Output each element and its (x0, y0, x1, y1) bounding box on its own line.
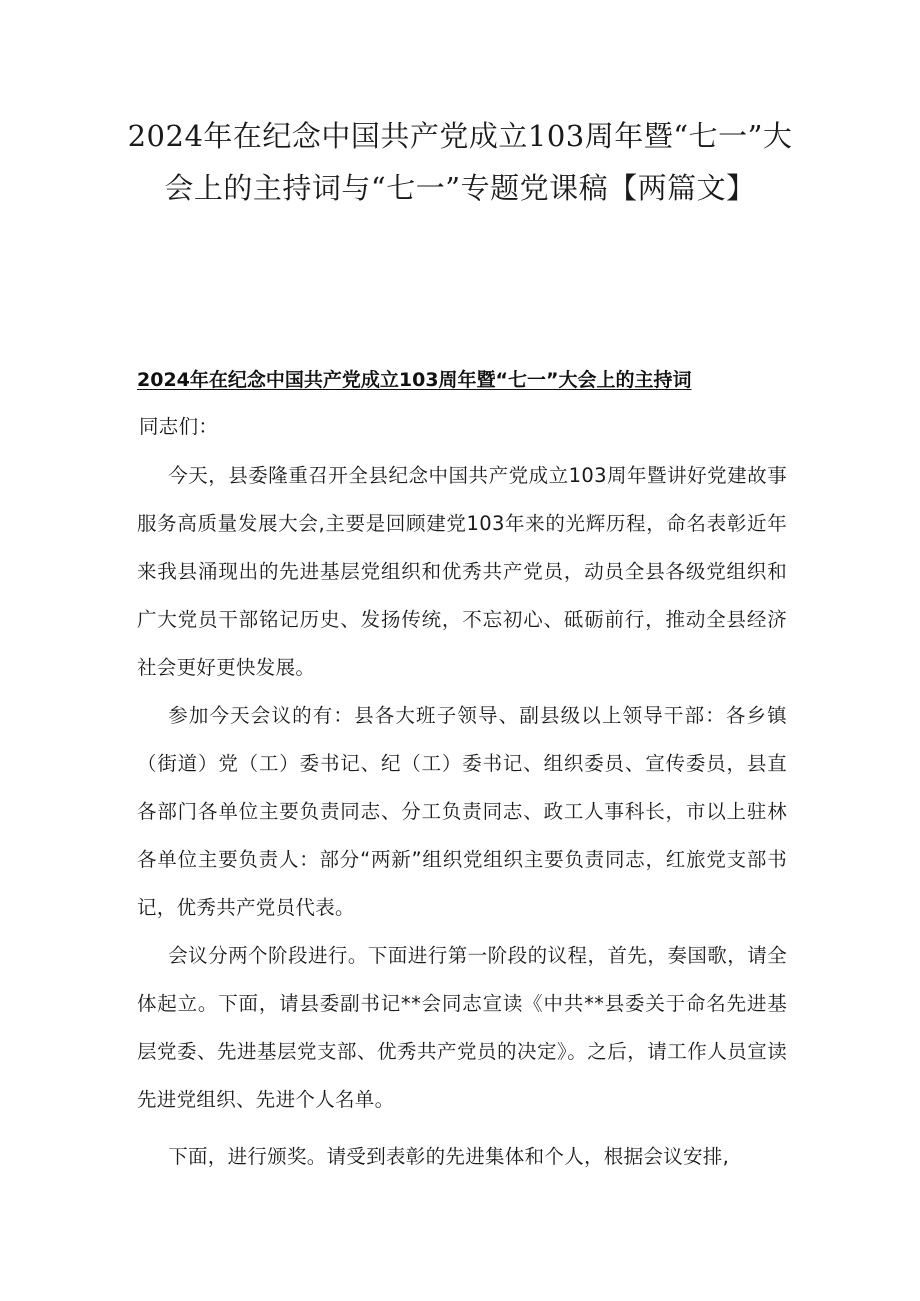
salutation: 同志们： (139, 415, 219, 438)
section-heading: 2024年在纪念中国共产党成立103周年暨“七一”大会上的主持词 (137, 369, 692, 391)
paragraph-attendees: 参加今天会议的有：县各大班子领导、副县级以上领导干部：各乡镇（街道）党（工）委书记、纪（工）委书记、组织委员、宣传委员，县直各部门各单位主要负责同志、分工负责同志、政工人事科长，市以上驻林各单位主要负责人：部分“两新”组织党组织主要负责同志，红旅党支部书记，优秀共产党员代表。 (137, 704, 787, 919)
paragraph-awards: 下面，进行颁奖。请受到表彰的先进集体和个人，根据会议安排, (168, 1145, 730, 1168)
document-title-line-1: 2024年在纪念中国共产党成立103周年暨“七一”大 (127, 119, 793, 153)
document-title-line-2: 会上的主持词与“七一”专题党课稿【两篇文】 (164, 171, 756, 205)
paragraph-agenda: 会议分两个阶段进行。下面进行第一阶段的议程，首先，奏国歌，请全体起立。下面，请县委副书记**会同志宣读《中共**县委关于命名先进基层党委、先进基层党支部、优秀共产党员的决定》。之后，请工作人员宣读先进党组织、先进个人名单。 (137, 944, 787, 1111)
document-title (120, 110, 800, 214)
paragraph-opening: 今天，县委隆重召开全县纪念中国共产党成立103周年暨讲好党建故事服务高质量发展大会,主要是回顾建党103年来的光辉历程，命名表彰近年来我县涌现出的先进基层党组织和优秀共产党员，动员全县各级党组织和广大党员干部铭记历史、发扬传统，不忘初心、砥砺前行，推动全县经济社会更好更快发展。 (137, 464, 787, 679)
